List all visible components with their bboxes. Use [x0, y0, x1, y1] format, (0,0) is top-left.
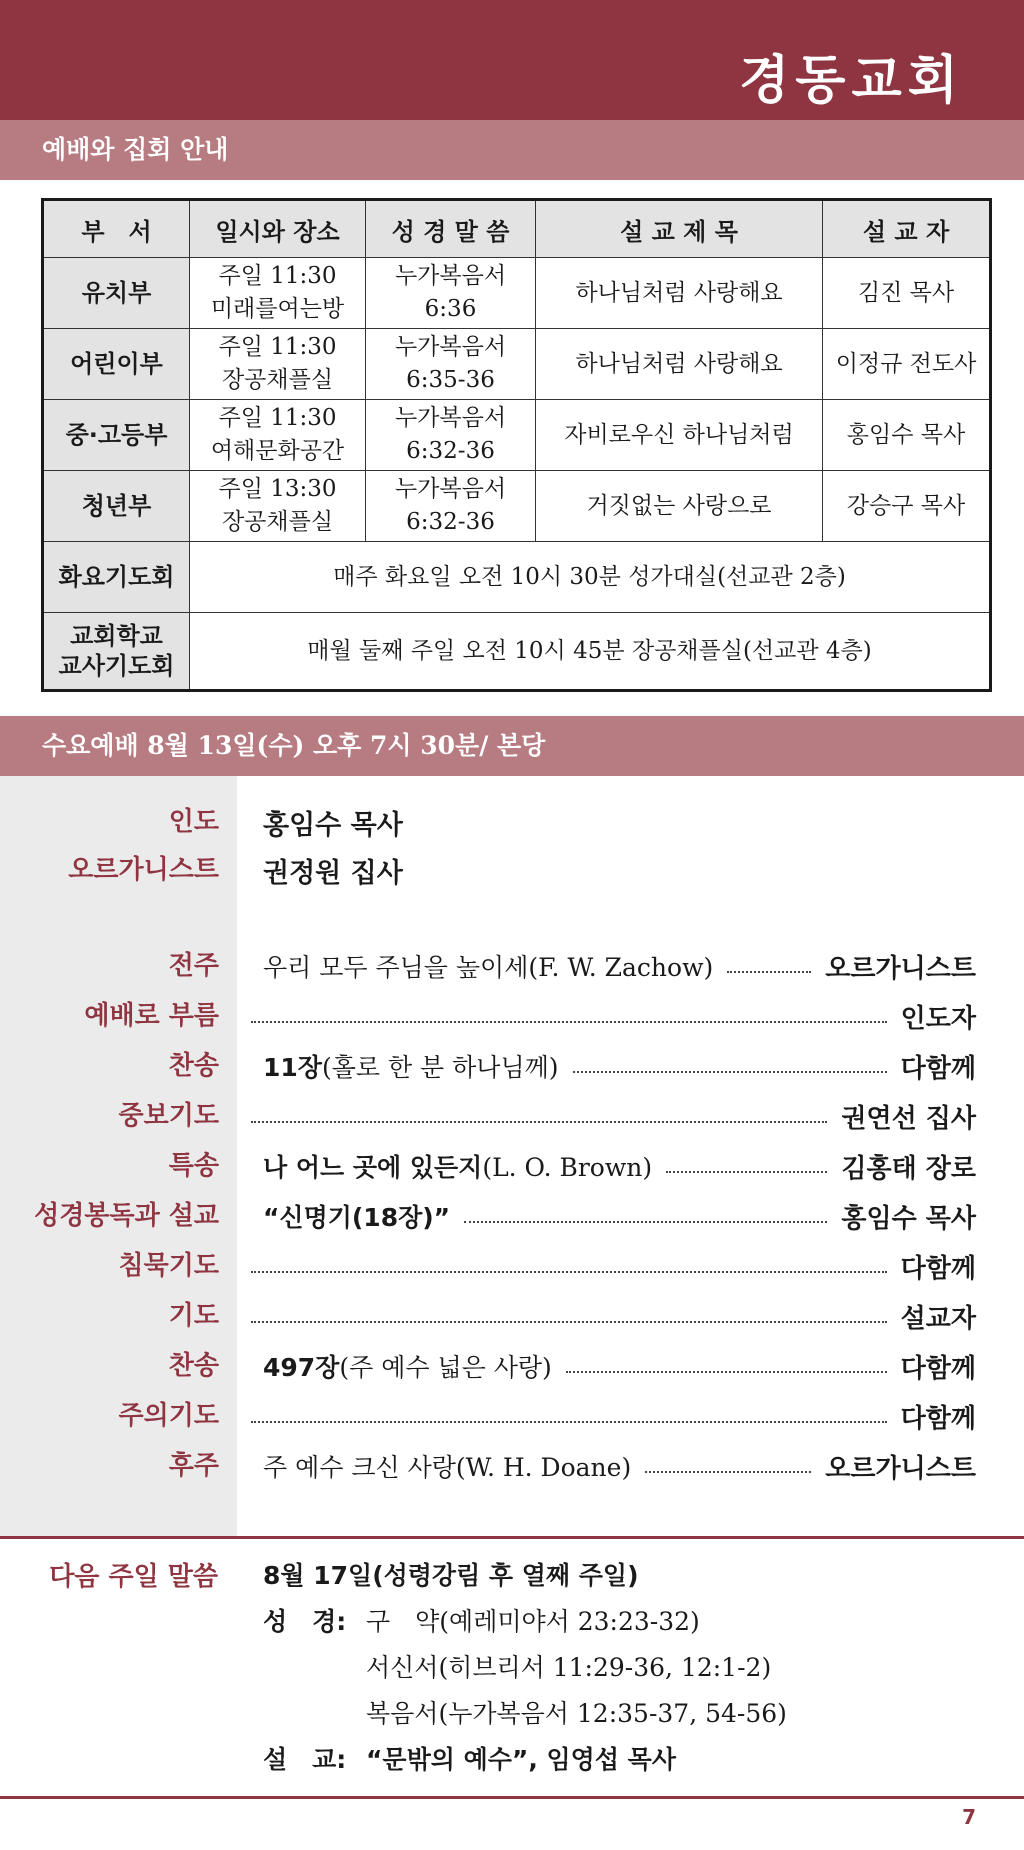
col-header-sermon-title: 설 교 제 목 [536, 200, 823, 258]
order-label: 주의기도 [118, 1401, 219, 1431]
item-responsible: 오르가니스트 [825, 1453, 976, 1484]
order-content [263, 1044, 976, 1088]
order-label: 예배로 부름 [84, 1001, 219, 1031]
scripture-cell [366, 471, 536, 542]
item-responsible: 다함께 [900, 1353, 976, 1384]
item-responsible: 홍임수 목사 [841, 1203, 976, 1234]
order-content [263, 1344, 976, 1388]
divider [0, 1796, 1024, 1799]
gospel-reading: 복음서(누가복음서 12:35-37, 54-56) [366, 1699, 787, 1728]
preacher-cell: 홍임수 목사 [823, 400, 991, 471]
book-text: 누가복음서 [394, 476, 507, 502]
sermon-label: 설 교: [263, 1745, 347, 1774]
table-row [43, 258, 991, 329]
order-content [237, 1294, 976, 1338]
item-title-bold: “신명기(18장)” [263, 1203, 451, 1232]
order-label: 전주 [168, 951, 219, 981]
place-text: 장공채플실 [221, 509, 334, 535]
place-text: 장공채플실 [221, 367, 334, 393]
dot-leader [666, 1171, 827, 1173]
sermon-title-cell: 자비로우신 하나님처럼 [536, 400, 823, 471]
order-content [263, 848, 976, 892]
item-title-bold: 나 어느 곳에 있든지 [263, 1153, 483, 1182]
leader-name: 권정원 집사 [263, 857, 403, 889]
dot-leader [251, 1121, 827, 1123]
next-week-date: 8월 17일(성령강림 후 열째 주일) [263, 1561, 639, 1590]
item-title [263, 1048, 559, 1084]
order-label: 인도 [168, 807, 219, 837]
time-place-cell [190, 471, 366, 542]
schedule-table [41, 198, 992, 692]
col-header-dept: 부 서 [43, 200, 190, 258]
item-title [263, 948, 713, 984]
church-name: 경동교회 [739, 51, 964, 111]
dot-leader [251, 1421, 887, 1423]
item-responsible: 인도자 [900, 1003, 976, 1034]
time-place-cell [190, 400, 366, 471]
place-text: 미래를여는방 [210, 296, 345, 322]
order-label: 찬송 [168, 1351, 219, 1381]
dot-leader [251, 1271, 887, 1273]
order-label: 오르가니스트 [68, 855, 219, 885]
order-label: 특송 [168, 1151, 219, 1181]
time-text: 주일 11:30 [218, 334, 337, 360]
item-responsible: 설교자 [900, 1303, 976, 1334]
item-title-bold: 497장 [263, 1353, 340, 1382]
book-text: 누가복음서 [394, 263, 507, 289]
dept-line: 교사기도회 [58, 652, 175, 680]
divider [0, 1536, 1024, 1539]
dot-leader [645, 1471, 811, 1473]
sermon-title-cell: 하나님처럼 사랑해요 [536, 258, 823, 329]
item-title-text: 주 예수 크신 사랑(W. H. Doane) [263, 1453, 632, 1482]
page-number: 7 [962, 1805, 976, 1829]
item-title-bold: 11장 [263, 1053, 322, 1082]
list-item [0, 1244, 1024, 1288]
preacher-cell: 이정규 전도사 [823, 329, 991, 400]
dept-cell: 화요기도회 [43, 542, 190, 613]
item-title-text: 우리 모두 주님을 높이세(F. W. Zachow) [263, 953, 714, 982]
time-text: 주일 11:30 [218, 263, 337, 289]
time-place-cell [190, 329, 366, 400]
verse-text: 6:32-36 [406, 509, 495, 535]
meeting-info-cell: 매월 둘째 주일 오전 10시 45분 장공채플실(선교관 4층) [190, 613, 991, 691]
time-text: 주일 13:30 [218, 476, 337, 502]
header-bar [0, 0, 1024, 120]
item-title-text: (홀로 한 분 하나님께) [321, 1053, 559, 1082]
book-text: 누가복음서 [394, 405, 507, 431]
time-text: 주일 11:30 [218, 405, 337, 431]
ot-reading: 구 약(예레미야서 23:23-32) [366, 1607, 700, 1636]
list-item [0, 1294, 1024, 1338]
dept-cell [43, 613, 190, 691]
dept-cell: 어린이부 [43, 329, 190, 400]
order-content [263, 944, 976, 988]
next-week-label: 다음 주일 말씀 [49, 1562, 218, 1592]
preacher-cell: 김진 목사 [823, 258, 991, 329]
item-responsible: 다함께 [900, 1403, 976, 1434]
list-item [0, 994, 1024, 1038]
dot-leader [251, 1321, 887, 1323]
item-title [263, 1198, 450, 1234]
verse-text: 6:32-36 [406, 438, 495, 464]
order-label: 기도 [168, 1301, 219, 1331]
meeting-info-cell: 매주 화요일 오전 10시 30분 성가대실(선교관 2층) [190, 542, 991, 613]
verse-text: 6:36 [424, 296, 477, 322]
table-row-tuesday [43, 542, 991, 613]
col-header-scripture: 성 경 말 씀 [366, 200, 536, 258]
item-title [263, 1148, 652, 1184]
dot-leader [251, 1021, 887, 1023]
item-responsible: 다함께 [900, 1253, 976, 1284]
scripture-cell [366, 400, 536, 471]
table-header-row [43, 200, 991, 258]
col-header-time-place: 일시와 장소 [190, 200, 366, 258]
order-label: 침묵기도 [118, 1251, 219, 1281]
order-content [263, 1144, 976, 1188]
dept-cell: 청년부 [43, 471, 190, 542]
next-sermon: “문밖의 예수”, 임영섭 목사 [366, 1745, 676, 1774]
list-item [0, 1344, 1024, 1388]
order-content [263, 1444, 976, 1488]
order-content [263, 1194, 976, 1238]
order-label: 성경봉독과 설교 [34, 1201, 219, 1231]
section-title-schedule: 예배와 집회 안내 [0, 120, 1024, 180]
epistle-reading: 서신서(히브리서 11:29-36, 12:1-2) [366, 1653, 772, 1682]
time-place-cell [190, 258, 366, 329]
order-content [263, 800, 976, 844]
dot-leader [727, 971, 811, 973]
order-content [237, 1394, 976, 1438]
leader-name: 홍임수 목사 [263, 809, 403, 841]
table-row [43, 329, 991, 400]
order-content [237, 1244, 976, 1288]
book-text: 누가복음서 [394, 334, 507, 360]
sermon-title-cell: 거짓없는 사랑으로 [536, 471, 823, 542]
table-row-teachers [43, 613, 991, 691]
dept-line: 교회학교 [70, 622, 163, 650]
place-text: 여해문화공간 [210, 438, 345, 464]
list-item [0, 1394, 1024, 1438]
item-title [263, 1448, 631, 1484]
order-label: 후주 [168, 1451, 219, 1481]
preacher-cell: 강승구 목사 [823, 471, 991, 542]
item-responsible: 김홍태 장로 [841, 1153, 976, 1184]
list-item [0, 1044, 1024, 1088]
scripture-cell [366, 329, 536, 400]
order-label: 중보기도 [118, 1101, 219, 1131]
list-item [0, 800, 1024, 844]
table-row [43, 400, 991, 471]
dot-leader [464, 1221, 827, 1223]
item-responsible: 오르가니스트 [825, 953, 976, 984]
dept-cell: 유치부 [43, 258, 190, 329]
sermon-title-cell: 하나님처럼 사랑해요 [536, 329, 823, 400]
list-item [0, 1094, 1024, 1138]
list-item [0, 1144, 1024, 1188]
section-title-wednesday: 수요예배 8월 13일(수) 오후 7시 30분/ 본당 [0, 716, 1024, 776]
list-item [0, 1194, 1024, 1238]
dept-cell: 중·고등부 [43, 400, 190, 471]
verse-text: 6:35-36 [406, 367, 495, 393]
item-title [263, 1348, 552, 1384]
list-item [0, 1444, 1024, 1488]
list-item [0, 848, 1024, 892]
list-item [0, 944, 1024, 988]
order-content [237, 1094, 976, 1138]
scripture-cell [366, 258, 536, 329]
item-title-text: (L. O. Brown) [482, 1153, 653, 1182]
item-responsible: 권연선 집사 [841, 1103, 976, 1134]
scripture-label: 성 경: [263, 1607, 347, 1636]
col-header-preacher: 설 교 자 [823, 200, 991, 258]
table-row [43, 471, 991, 542]
order-content [237, 994, 976, 1038]
dot-leader [566, 1371, 887, 1373]
item-title-text: (주 예수 넓은 사랑) [339, 1353, 552, 1382]
order-label: 찬송 [168, 1051, 219, 1081]
dot-leader [573, 1071, 887, 1073]
item-responsible: 다함께 [900, 1053, 976, 1084]
